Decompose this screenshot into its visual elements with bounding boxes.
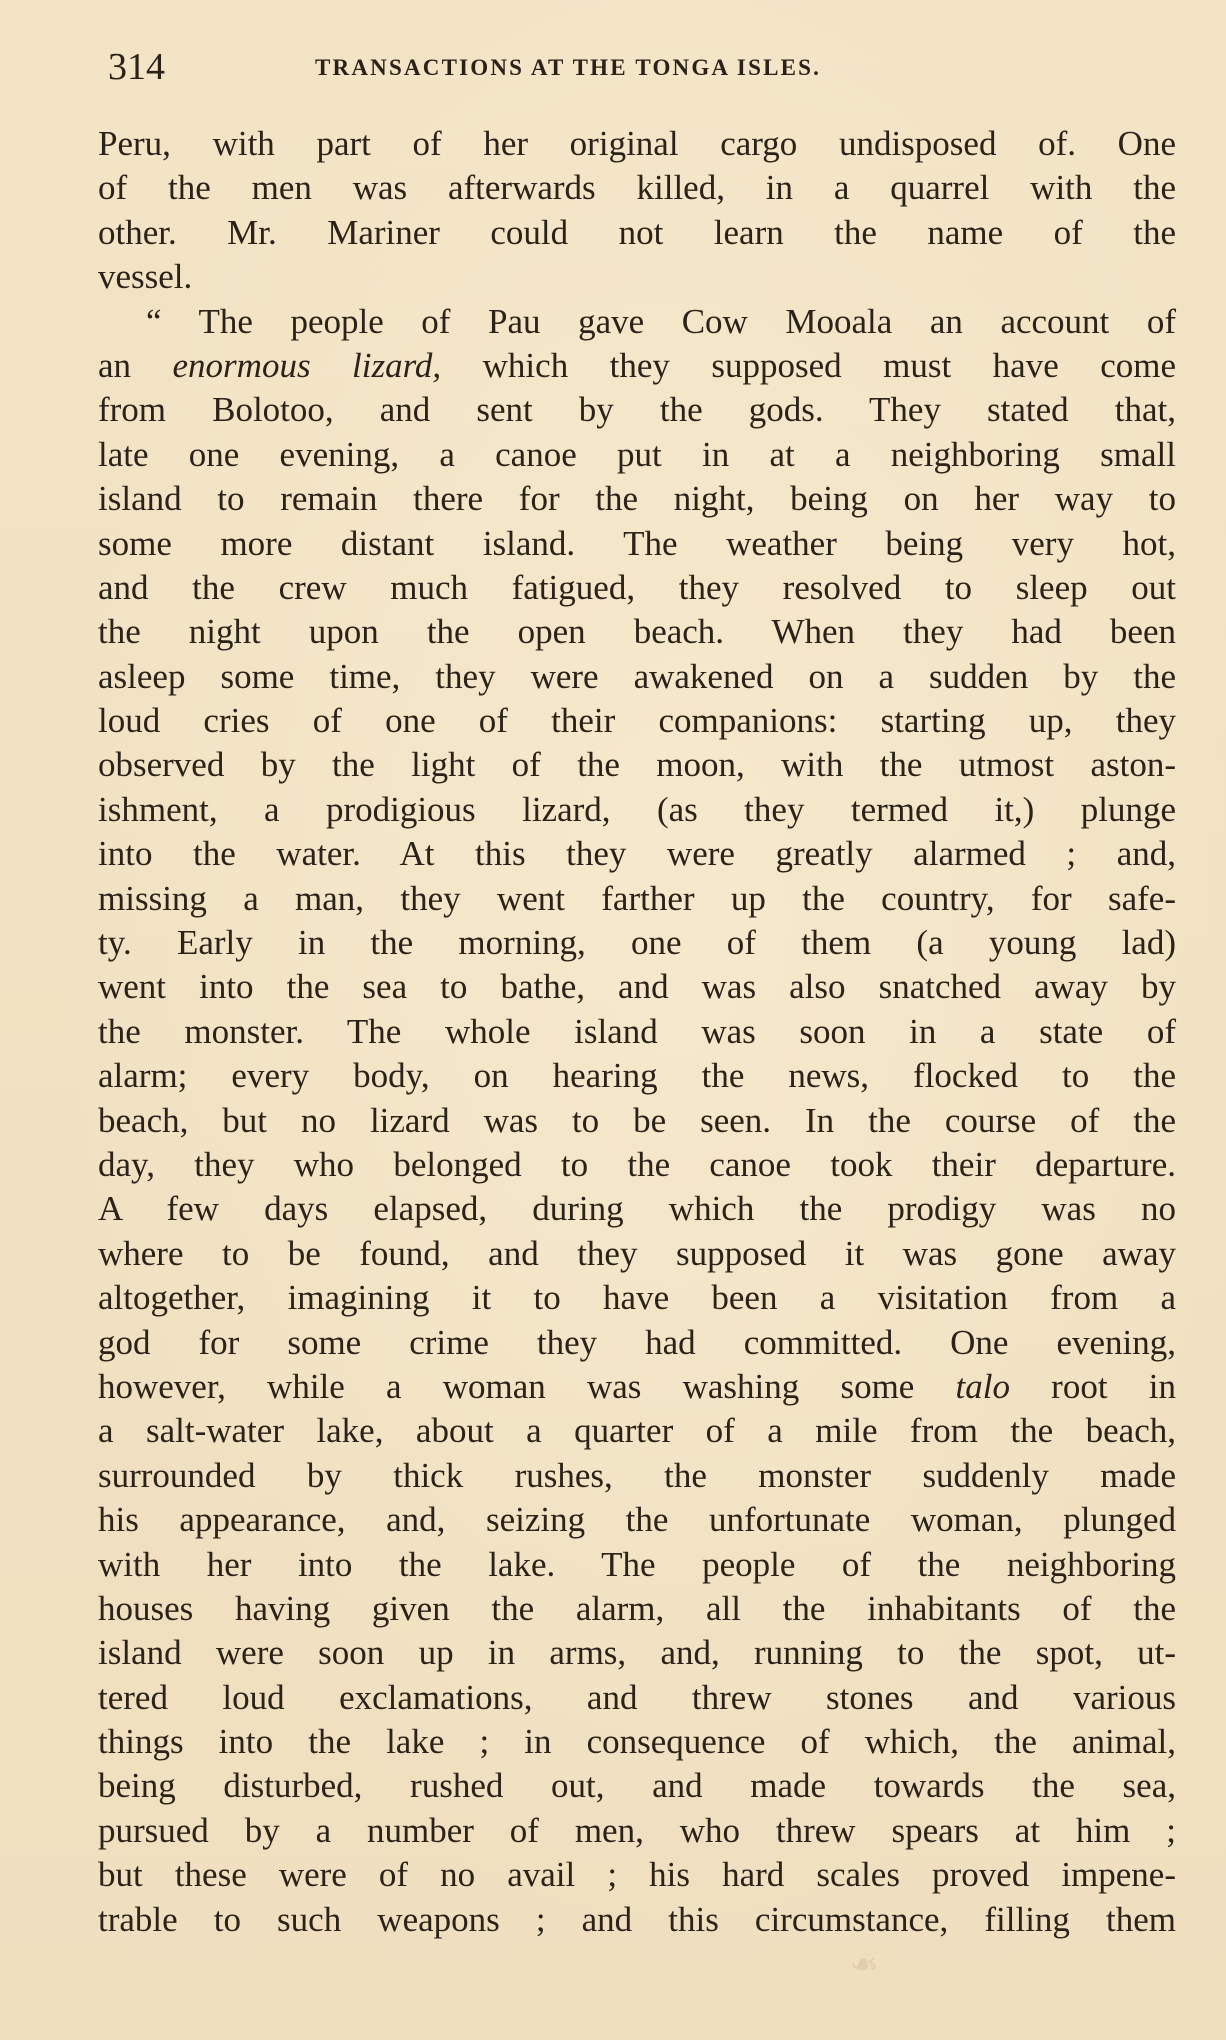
text-line: ishment, a prodigious lizard, (as they termed it,) plunge [98,789,1176,829]
text-line: surrounded by thick rushes, the monster suddenly made [98,1455,1176,1495]
text-line: pursued by a number of men, who threw spears at him ; [98,1810,1176,1850]
text-fragment: root in [1009,1366,1176,1406]
text-line: being disturbed, rushed out, and made towards the sea, [98,1766,1176,1806]
text-line: island were soon up in arms, and, running to the spot, ut- [98,1633,1176,1673]
text-line: his appearance, and, seizing the unfortunate woman, plunged [98,1500,1176,1540]
text-line [98,344,1176,388]
text-line: the monster. The whole island was soon in a state of [98,1011,1176,1051]
text-line: some more distant island. The weather being very hot, [98,523,1176,563]
text-line: altogether, imagining it to have been a visitation from a [98,1278,1176,1318]
text-line: late one evening, a canoe put in at a neighboring small [98,434,1176,474]
text-line: vessel. [98,257,193,297]
text-line: beach, but no lizard was to be seen. In the course of the [98,1100,1176,1140]
body-text [98,122,1176,1942]
text-line: into the water. At this they were greatly alarmed ; and, [98,834,1176,874]
text-line: “ The people of Pau gave Cow Mooala an account of [146,301,1176,341]
page-number: 314 [108,46,165,88]
text-fragment: an [98,345,173,385]
text-line: but these were of no avail ; his hard scales proved impene- [98,1855,1176,1895]
text-line: day, they who belonged to the canoe took their departure. [98,1144,1176,1184]
text-line: other. Mr. Mariner could not learn the name of the [98,212,1176,252]
text-line: from Bolotoo, and sent by the gods. They stated that, [98,390,1176,430]
text-line: god for some crime they had committed. One evening, [98,1322,1176,1362]
text-line: tered loud exclamations, and threw stones and various [98,1677,1176,1717]
text-line: alarm; every body, on hearing the news, flocked to the [98,1056,1176,1096]
bleed-through-mark: ❧ [850,1947,879,1984]
text-line: a salt-water lake, about a quarter of a mile from the beach, [98,1411,1176,1451]
text-line: the night upon the open beach. When they had been [98,612,1176,652]
text-fragment: which they supposed must have come [441,345,1176,385]
text-line [98,1365,1176,1409]
text-line: A few days elapsed, during which the prodigy was no [98,1189,1176,1229]
text-line: island to remain there for the night, being on her way to [98,479,1176,519]
text-line: trable to such weapons ; and this circumstance, filling them [98,1899,1176,1939]
text-line: Peru, with part of her original cargo undisposed of. One [98,124,1176,163]
text-line: things into the lake ; in consequence of which, the animal, [98,1722,1176,1762]
text-fragment: however, while a woman was washing some [98,1366,956,1406]
page-header [0,42,1226,92]
text-line: asleep some time, they were awakened on a sudden by the [98,656,1176,696]
text-line: loud cries of one of their companions: starting up, they [98,701,1176,741]
text-line: went into the sea to bathe, and was also snatched away by [98,967,1176,1007]
text-line: missing a man, they went farther up the country, for safe- [98,878,1176,918]
text-line: observed by the light of the moon, with the utmost aston- [98,745,1176,785]
text-line: houses having given the alarm, all the inhabitants of the [98,1588,1176,1628]
text-line: ty. Early in the morning, one of them (a young lad) [98,923,1176,963]
text-line: where to be found, and they supposed it was gone away [98,1233,1176,1273]
running-title: TRANSACTIONS AT THE TONGA ISLES. [315,55,822,80]
text-line: and the crew much fatigued, they resolved to sleep out [98,567,1176,607]
italic-phrase: enormous lizard, [172,345,442,385]
text-line: with her into the lake. The people of the neighboring [98,1544,1176,1584]
text-line: of the men was afterwards killed, in a quarrel with the [98,168,1176,208]
italic-word: talo [955,1366,1010,1406]
